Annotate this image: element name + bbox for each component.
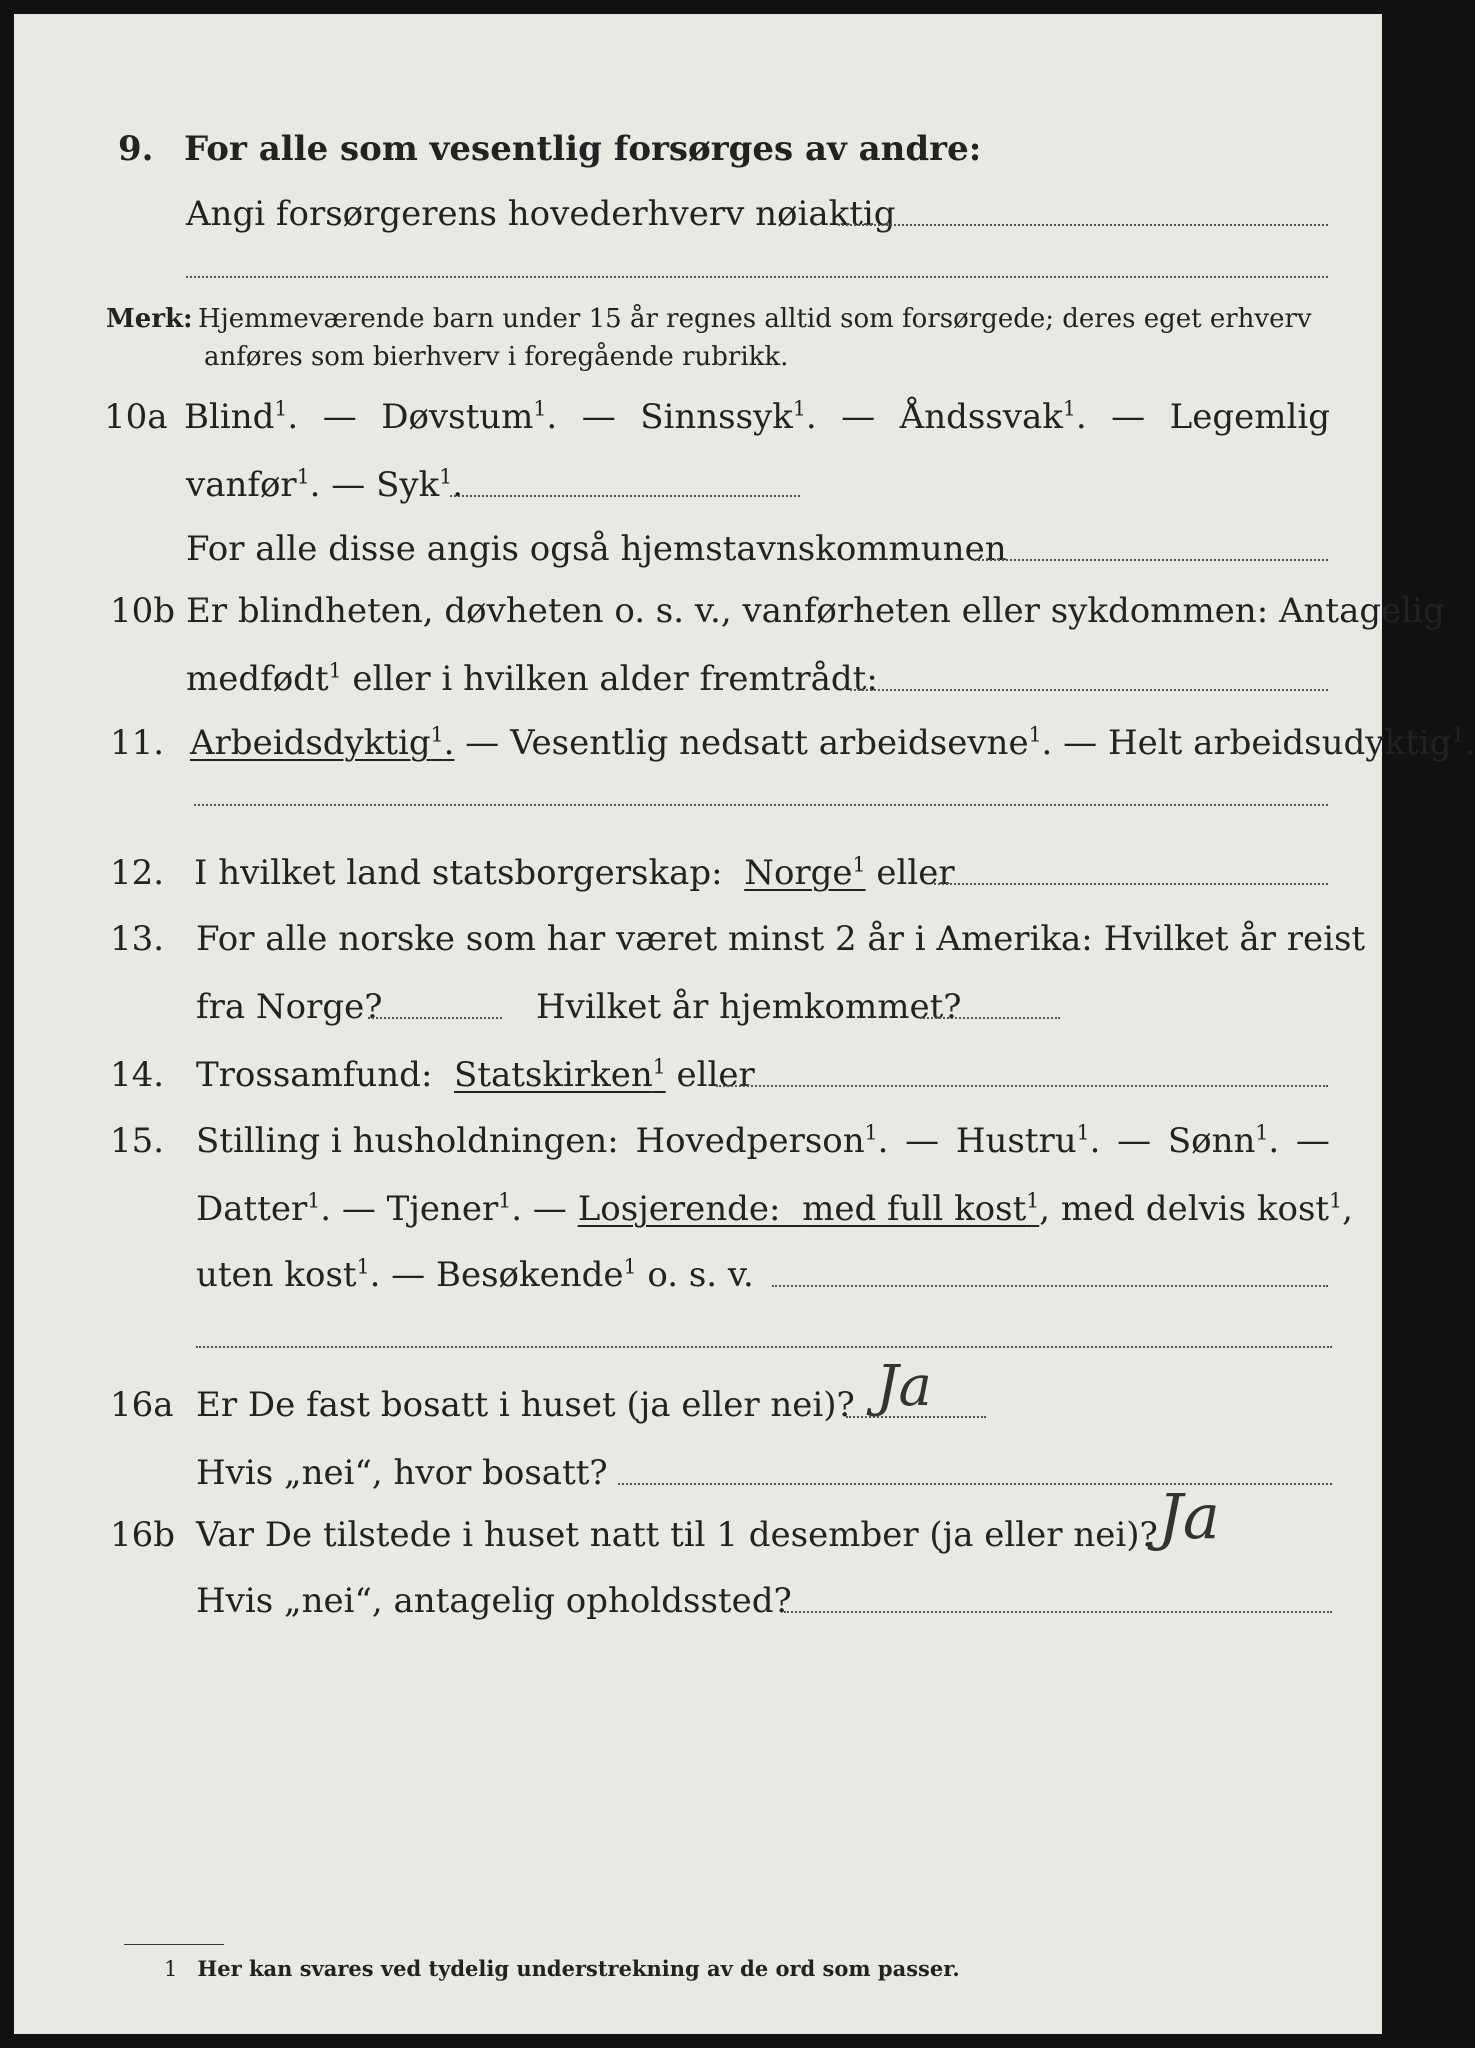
q16a-handwritten-answer: Ja <box>876 1354 932 1419</box>
q14-line: Trossamfund: Statskirken$^1$ eller <box>196 1054 755 1095</box>
merk-line-2: anføres som bierhverv i foregående rubrikk. <box>204 342 789 372</box>
q13-line-1: For alle norske som har været minst 2 år i Amerika: Hvilket år reist <box>196 919 1366 959</box>
option-delvis-kost[interactable]: med delvis kost$^1$ <box>1060 1188 1343 1229</box>
q14-eller-line[interactable] <box>716 1085 1328 1087</box>
footnote-text: Her kan svares ved tydelig understrekning av de ord som passer. <box>197 1956 960 1981</box>
option-nedsatt[interactable]: Vesentlig nedsatt arbeidsevne$^1$. <box>510 722 1053 763</box>
q16a-number: 16a <box>110 1385 174 1425</box>
q9-number: 9. <box>118 129 154 169</box>
q11-options: Arbeidsdyktig$^1$. — Vesentlig nedsatt arbeidsevne$^1$. — Helt arbeidsudyktig$^1$. <box>190 722 1475 763</box>
q16a-question: Er De fast bosatt i huset (ja eller nei)? <box>196 1385 855 1425</box>
q10a-line-3: For alle disse angis også hjemstavnskommunen <box>186 529 1007 569</box>
option-blind[interactable]: Blind$^1$. <box>184 396 299 437</box>
q13-hjemkommet: Hvilket år hjemkommet? <box>536 987 962 1027</box>
q10a-options: Blind$^1$. — Døvstum$^1$. — Sinnssyk$^1$. — Åndssvak$^1$. — Legemlig <box>184 396 1330 437</box>
q15-osv-line[interactable] <box>772 1285 1328 1287</box>
q16b-followup: Hvis „nei“, antagelig opholdssted? <box>196 1581 792 1621</box>
option-sonn[interactable]: Sønn$^1$. <box>1167 1120 1280 1161</box>
option-losjerende[interactable]: Losjerende: med full kost$^1$ <box>577 1188 1040 1229</box>
q9-answer-line[interactable] <box>838 224 1328 226</box>
option-besokende[interactable]: Besøkende$^1$ <box>436 1254 637 1295</box>
q10b-line-1: Er blindheten, døvheten o. s. v., vanførheten eller sykdommen: Antagelig <box>186 591 1445 631</box>
option-dovstum[interactable]: Døvstum$^1$. <box>381 396 558 437</box>
q10a-syk-line[interactable] <box>450 495 800 497</box>
q14-number: 14. <box>110 1055 165 1095</box>
q9-heading: For alle som vesentlig forsørges av andre: <box>184 129 982 169</box>
q16b-handwritten-answer: Ja <box>1158 1480 1220 1553</box>
census-form-page <box>14 14 1475 2034</box>
q13-fra-norge: fra Norge? <box>196 987 383 1027</box>
q15-number: 15. <box>110 1121 165 1161</box>
q15-extra-line[interactable] <box>196 1346 1332 1348</box>
option-uten-kost[interactable]: uten kost$^1$. <box>196 1254 381 1295</box>
option-vanfor[interactable]: vanfør$^1$. <box>186 464 321 505</box>
merk-label: Merk: <box>106 304 193 334</box>
option-hovedperson[interactable]: Hovedperson$^1$. <box>635 1120 889 1161</box>
option-statskirken[interactable]: Statskirken$^1$ <box>454 1054 666 1095</box>
q16b-number: 16b <box>110 1515 176 1555</box>
option-eller[interactable]: eller <box>676 1055 755 1095</box>
q11-extra-line[interactable] <box>194 804 1328 806</box>
q10b-line-2: medfødt$^1$ eller i hvilken alder fremtrådt: <box>186 658 878 699</box>
q10b-alder-line[interactable] <box>850 689 1328 691</box>
q13-number: 13. <box>110 919 165 959</box>
q15-line-1: Stilling i husholdningen: Hovedperson$^1$. — Hustru$^1$. — Sønn$^1$. — <box>196 1120 1330 1161</box>
q15-line-3: uten kost$^1$. — Besøkende$^1$ o. s. v. <box>196 1254 754 1295</box>
q16b-question: Var De tilstede i huset natt til 1 desember (ja eller nei)? <box>196 1515 1158 1555</box>
q11-number: 11. <box>110 723 165 763</box>
q16a-followup: Hvis „nei“, hvor bosatt? <box>196 1453 608 1493</box>
option-andssvak[interactable]: Åndssvak$^1$. <box>899 396 1087 437</box>
option-tjener[interactable]: Tjener$^1$. <box>386 1188 523 1229</box>
q12-eller-line[interactable] <box>934 883 1328 885</box>
option-eller[interactable]: eller <box>876 853 955 893</box>
q16b-opholdssted-line[interactable] <box>784 1611 1332 1613</box>
option-arbeidsdyktig[interactable]: Arbeidsdyktig$^1$. <box>190 722 455 763</box>
q9-prompt: Angi forsørgerens hovederhverv nøiaktig <box>186 194 896 234</box>
merk-line-1: Hjemmeværende barn under 15 år regnes alltid som forsørgede; deres eget erhverv <box>198 304 1312 334</box>
option-udyktig[interactable]: Helt arbeidsudyktig$^1$. <box>1107 722 1475 763</box>
q16a-bosatt-line[interactable] <box>618 1483 1332 1485</box>
q10a-line-2: vanfør$^1$. — Syk$^1$. <box>186 464 464 505</box>
q12-line: I hvilket land statsborgerskap: Norge$^1$ eller <box>194 852 955 893</box>
q10b-number: 10b <box>110 591 176 631</box>
q12-number: 12. <box>110 853 165 893</box>
option-syk[interactable]: Syk$^1$. <box>376 464 464 505</box>
footnote <box>164 1958 960 1980</box>
option-legemlig[interactable]: Legemlig <box>1169 397 1330 437</box>
q13-hjemkommet-line[interactable] <box>920 1017 1060 1019</box>
footnote-rule <box>124 1944 224 1945</box>
q9-extra-line[interactable] <box>186 276 1328 278</box>
q10a-kommune-line[interactable] <box>974 559 1328 561</box>
option-medfodt[interactable]: medfødt$^1$ <box>186 658 342 699</box>
option-datter[interactable]: Datter$^1$. <box>196 1188 332 1229</box>
option-norge[interactable]: Norge$^1$ <box>744 852 866 893</box>
option-hustru[interactable]: Hustru$^1$. <box>955 1120 1101 1161</box>
footnote-mark: 1 <box>164 1957 178 1981</box>
q15-line-2: Datter$^1$. — Tjener$^1$. — Losjerende: med full kost$^1$, med delvis kost$^1$, <box>196 1188 1353 1229</box>
q13-reist-line[interactable] <box>368 1017 502 1019</box>
q10a-number: 10a <box>104 397 168 437</box>
option-sinnssyk[interactable]: Sinnssyk$^1$. <box>640 396 817 437</box>
